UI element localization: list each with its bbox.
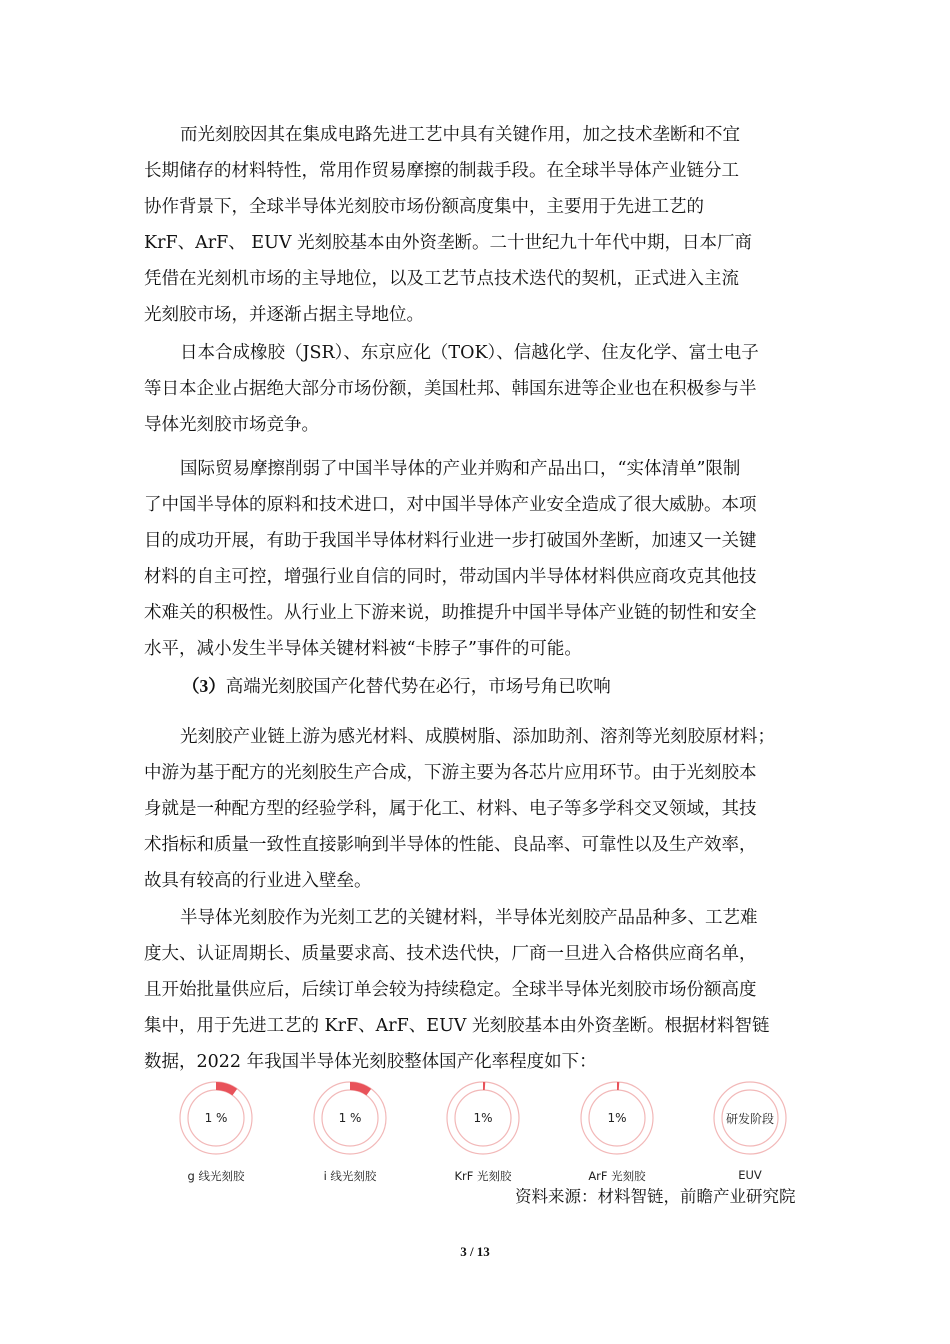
text-line: KrF、ArF、 EUV 光刻胶基本由外资垄断。二十世纪九十年代中期，日本厂商 xyxy=(144,233,753,253)
text-line: 目的成功开展，有助于我国半导体材料行业进一步打破国外垄断，加速又一关键 xyxy=(144,531,757,551)
paragraph-1 xyxy=(144,117,824,333)
text-line: 半导体光刻胶作为光刻工艺的关键材料，半导体光刻胶产品品种多、工艺难 xyxy=(180,908,758,928)
text-line: 中游为基于配方的光刻胶生产合成，下游主要为各芯片应用环节。由于光刻胶本 xyxy=(144,763,757,783)
ring-center-text: 研发阶段 xyxy=(725,1111,774,1126)
section-heading-number: （3） xyxy=(182,676,226,696)
ring-label: EUV xyxy=(738,1168,762,1182)
paragraph-5 xyxy=(144,900,824,1080)
text-line: 协作背景下，全球半导体光刻胶市场份额高度集中，主要用于先进工艺的 xyxy=(144,197,704,217)
page-number: 3 / 13 xyxy=(460,1244,490,1259)
text-line: 水平，减小发生半导体关键材料被“卡脖子”事件的可能。 xyxy=(144,639,582,659)
ring-label: ArF 光刻胶 xyxy=(588,1169,646,1183)
section-heading-text: 高端光刻胶国产化替代势在必行，市场号角已吹响 xyxy=(225,677,611,697)
ring-label: KrF 光刻胶 xyxy=(454,1169,512,1183)
source-note: 资料来源：材料智链，前瞻产业研究院 xyxy=(515,1187,796,1206)
section-heading xyxy=(182,668,611,705)
ring-label: i 线光刻胶 xyxy=(323,1169,377,1183)
text-line: 集中，用于先进工艺的 KrF、ArF、EUV 光刻胶基本由外资垄断。根据材料智链 xyxy=(144,1016,770,1036)
text-line: 凭借在光刻机市场的主导地位，以及工艺节点技术迭代的契机，正式进入主流 xyxy=(144,269,739,289)
ring-center-text: 1 % xyxy=(204,1111,228,1125)
text-line: 术难关的积极性。从行业上下游来说，助推提升中国半导体产业链的韧性和安全 xyxy=(144,603,757,623)
ring-item-krf xyxy=(417,1076,547,1196)
text-line: 且开始批量供应后，后续订单会较为持续稳定。全球半导体光刻胶市场份额高度 xyxy=(144,980,757,1000)
text-line: 度大、认证周期长、质量要求高、技术迭代快，厂商一旦进入合格供应商名单， xyxy=(144,944,757,964)
text-line: 等日本企业占据绝大部分市场份额，美国杜邦、韩国东进等企业也在积极参与半 xyxy=(144,379,757,399)
ring-center-text: 1% xyxy=(607,1111,627,1125)
text-line: 身就是一种配方型的经验学科，属于化工、材料、电子等多学科交叉领域，其技 xyxy=(144,799,757,819)
paragraph-4 xyxy=(144,719,824,899)
localization-rate-chart xyxy=(150,1076,810,1196)
text-line: 日本合成橡胶（JSR）、东京应化（TOK）、信越化学、住友化学、富士电子 xyxy=(180,343,759,363)
ring-item-g-line xyxy=(150,1076,280,1196)
ring-center-text: 1 % xyxy=(338,1111,362,1125)
ring-center-text: 1% xyxy=(473,1111,493,1125)
paragraph-2 xyxy=(144,335,824,443)
text-line: 故具有较高的行业进入壁垒。 xyxy=(144,871,372,891)
text-line: 长期储存的材料特性，常用作贸易摩擦的制裁手段。在全球半导体产业链分工 xyxy=(144,161,739,181)
text-line: 国际贸易摩擦削弱了中国半导体的产业并购和产品出口，“实体清单”限制 xyxy=(180,459,741,479)
ring-item-euv xyxy=(684,1076,814,1196)
text-line: 光刻胶产业链上游为感光材料、成膜树脂、添加助剂、溶剂等光刻胶原材料； xyxy=(180,727,775,747)
text-line: 数据，2022 年我国半导体光刻胶整体国产化率程度如下： xyxy=(144,1052,597,1072)
paragraph-3 xyxy=(144,451,824,667)
text-line: 光刻胶市场，并逐渐占据主导地位。 xyxy=(144,305,424,325)
ring-item-i-line xyxy=(284,1076,414,1196)
text-line: 导体光刻胶市场竞争。 xyxy=(144,415,319,435)
ring-item-arf xyxy=(551,1076,681,1196)
text-line: 了中国半导体的原料和技术进口，对中国半导体产业安全造成了很大威胁。本项 xyxy=(144,495,757,515)
text-line: 术指标和质量一致性直接影响到半导体的性能、良品率、可靠性以及生产效率， xyxy=(144,835,757,855)
text-line: 材料的自主可控，增强行业自信的同时，带动国内半导体材料供应商攻克其他技 xyxy=(144,567,757,587)
ring-label: g 线光刻胶 xyxy=(187,1169,245,1183)
text-line: 而光刻胶因其在集成电路先进工艺中具有关键作用，加之技术垄断和不宜 xyxy=(180,125,740,145)
